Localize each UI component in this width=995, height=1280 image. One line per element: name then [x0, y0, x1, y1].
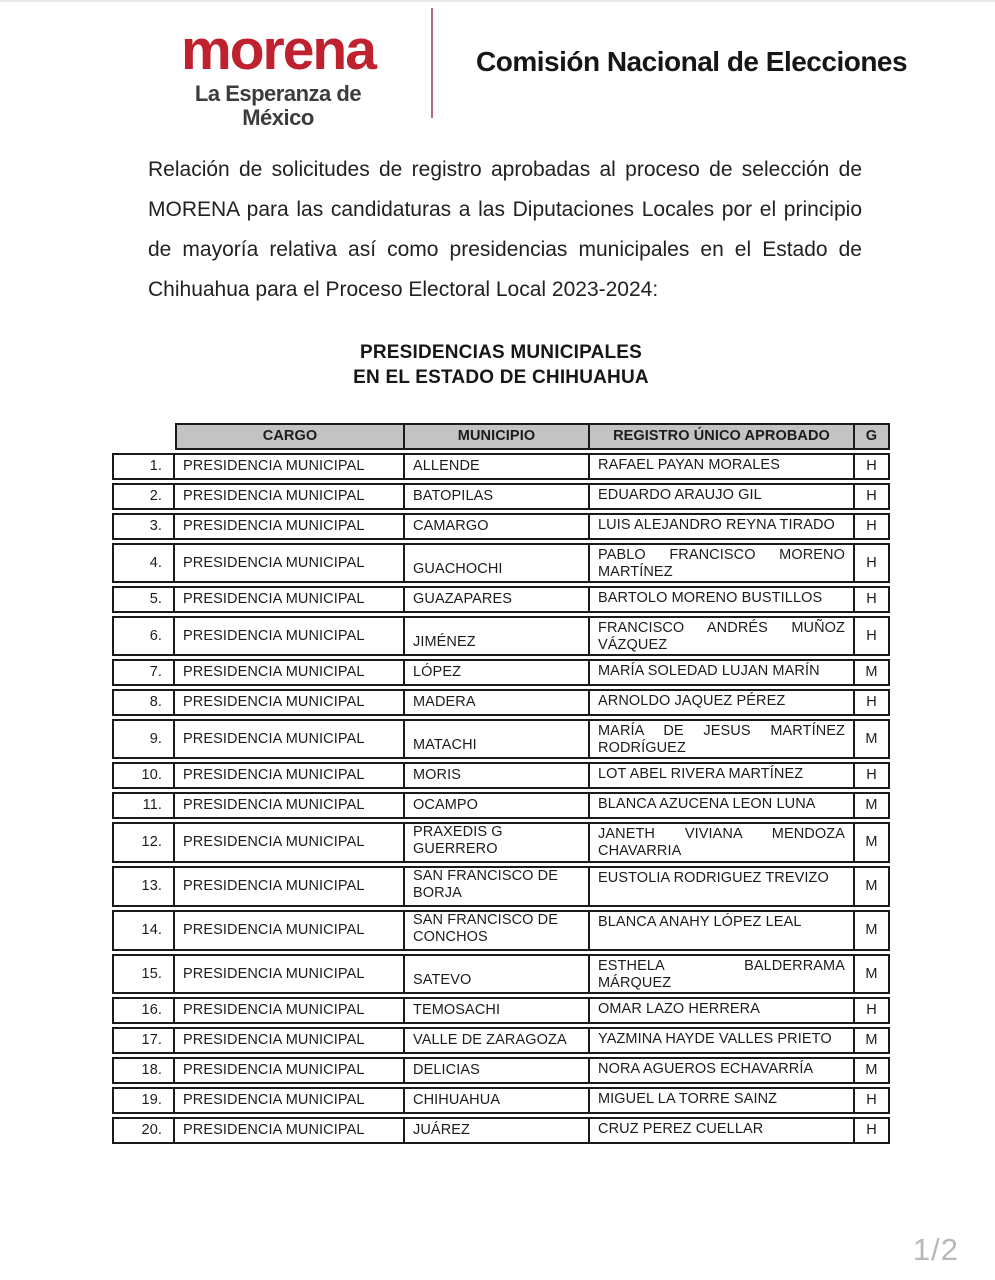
table-row	[112, 954, 890, 994]
table-row	[112, 822, 890, 863]
table-row	[112, 762, 890, 789]
cell-municipio: DELICIAS	[405, 1057, 590, 1084]
cell-municipio: JIMÉNEZ	[405, 616, 590, 656]
cell-gender: M	[855, 822, 890, 863]
row-number: 11.	[112, 792, 175, 819]
cell-gender: H	[855, 762, 890, 789]
cell-registro: NORA AGUEROS ECHAVARRÍA	[590, 1057, 855, 1084]
row-number: 1.	[112, 453, 175, 480]
row-number: 18.	[112, 1057, 175, 1084]
approved-registrations-table-wrap	[112, 420, 890, 1147]
header-cell-municipio: MUNICIPIO	[405, 423, 590, 450]
row-number: 16.	[112, 997, 175, 1024]
cell-municipio: MADERA	[405, 689, 590, 716]
table-row	[112, 483, 890, 510]
cell-gender: H	[855, 453, 890, 480]
cell-municipio: LÓPEZ	[405, 659, 590, 686]
cell-gender: M	[855, 910, 890, 951]
row-number: 19.	[112, 1087, 175, 1114]
row-number: 4.	[112, 543, 175, 583]
cell-municipio: CHIHUAHUA	[405, 1087, 590, 1114]
cell-registro: MARÍA DE JESUS MARTÍNEZ RODRÍGUEZ	[590, 719, 855, 759]
cell-gender: H	[855, 483, 890, 510]
cell-municipio: SAN FRANCISCO DE BORJA	[405, 866, 590, 907]
cell-municipio: SATEVO	[405, 954, 590, 994]
table-row	[112, 543, 890, 583]
cell-municipio: MORIS	[405, 762, 590, 789]
cell-registro: YAZMINA HAYDE VALLES PRIETO	[590, 1027, 855, 1054]
cell-cargo: PRESIDENCIA MUNICIPAL	[175, 659, 405, 686]
table-row	[112, 1087, 890, 1114]
cell-registro: BLANCA AZUCENA LEON LUNA	[590, 792, 855, 819]
morena-logo	[158, 20, 398, 130]
cell-registro: BLANCA ANAHY LÓPEZ LEAL	[590, 910, 855, 951]
cell-registro: PABLO FRANCISCO MORENO MARTÍNEZ	[590, 543, 855, 583]
cell-municipio: BATOPILAS	[405, 483, 590, 510]
table-row	[112, 1117, 890, 1144]
cell-cargo: PRESIDENCIA MUNICIPAL	[175, 719, 405, 759]
cell-municipio: VALLE DE ZARAGOZA	[405, 1027, 590, 1054]
row-number: 6.	[112, 616, 175, 656]
table-row	[112, 453, 890, 480]
section-title-line1: PRESIDENCIAS MUNICIPALES	[359, 342, 643, 363]
table-row	[112, 513, 890, 540]
cell-registro: CRUZ PEREZ CUELLAR	[590, 1117, 855, 1144]
cell-cargo: PRESIDENCIA MUNICIPAL	[175, 822, 405, 863]
cell-gender: H	[855, 543, 890, 583]
cell-registro: RAFAEL PAYAN MORALES	[590, 453, 855, 480]
header-cell-empty	[112, 423, 175, 450]
cell-municipio: OCAMPO	[405, 792, 590, 819]
row-number: 7.	[112, 659, 175, 686]
cell-registro: OMAR LAZO HERRERA	[590, 997, 855, 1024]
cell-cargo: PRESIDENCIA MUNICIPAL	[175, 792, 405, 819]
row-number: 14.	[112, 910, 175, 951]
cell-gender: H	[855, 586, 890, 613]
header-cell-g: G	[855, 423, 890, 450]
row-number: 12.	[112, 822, 175, 863]
cell-registro: EUSTOLIA RODRIGUEZ TREVIZO	[590, 866, 855, 907]
cell-cargo: PRESIDENCIA MUNICIPAL	[175, 543, 405, 583]
cell-cargo: PRESIDENCIA MUNICIPAL	[175, 586, 405, 613]
cell-municipio: JUÁREZ	[405, 1117, 590, 1144]
cell-cargo: PRESIDENCIA MUNICIPAL	[175, 616, 405, 656]
cell-gender: M	[855, 659, 890, 686]
table-row	[112, 586, 890, 613]
cell-cargo: PRESIDENCIA MUNICIPAL	[175, 910, 405, 951]
row-number: 13.	[112, 866, 175, 907]
cell-registro: FRANCISCO ANDRÉS MUÑOZ VÁZQUEZ	[590, 616, 855, 656]
row-number: 20.	[112, 1117, 175, 1144]
page-indicator: 1/2	[912, 1232, 959, 1267]
cell-gender: M	[855, 1027, 890, 1054]
cell-municipio: GUAZAPARES	[405, 586, 590, 613]
cell-registro: LUIS ALEJANDRO REYNA TIRADO	[590, 513, 855, 540]
intro-paragraph: Relación de solicitudes de registro aprobadas al proceso de selección de MORENA para las candidaturas a las Diputaciones Locales por el principio de mayoría relativa así como presidencias municipales en el Estado de Chihuahua para el Proceso Electoral Local 2023-2024:	[148, 158, 862, 301]
row-number: 15.	[112, 954, 175, 994]
row-number: 5.	[112, 586, 175, 613]
cell-cargo: PRESIDENCIA MUNICIPAL	[175, 866, 405, 907]
cell-gender: H	[855, 513, 890, 540]
cell-gender: M	[855, 866, 890, 907]
cell-registro: JANETH VIVIANA MENDOZA CHAVARRIA	[590, 822, 855, 863]
row-number: 17.	[112, 1027, 175, 1054]
row-number: 10.	[112, 762, 175, 789]
table-row	[112, 792, 890, 819]
table-row	[112, 910, 890, 951]
table-row	[112, 1057, 890, 1084]
cell-gender: M	[855, 792, 890, 819]
cell-cargo: PRESIDENCIA MUNICIPAL	[175, 997, 405, 1024]
cell-cargo: PRESIDENCIA MUNICIPAL	[175, 453, 405, 480]
header-cell-cargo: CARGO	[175, 423, 405, 450]
cell-gender: H	[855, 1117, 890, 1144]
cell-municipio: CAMARGO	[405, 513, 590, 540]
morena-wordmark: morena	[181, 18, 375, 82]
cell-gender: H	[855, 997, 890, 1024]
commission-title: Comisión Nacional de Elecciones	[476, 46, 908, 77]
cell-registro: BARTOLO MORENO BUSTILLOS	[590, 586, 855, 613]
letterhead-divider	[431, 8, 433, 118]
cell-registro: ARNOLDO JAQUEZ PÉREZ	[590, 689, 855, 716]
cell-registro: LOT ABEL RIVERA MARTÍNEZ	[590, 762, 855, 789]
cell-municipio: SAN FRANCISCO DE CONCHOS	[405, 910, 590, 951]
cell-cargo: PRESIDENCIA MUNICIPAL	[175, 954, 405, 994]
cell-cargo: PRESIDENCIA MUNICIPAL	[175, 483, 405, 510]
cell-cargo: PRESIDENCIA MUNICIPAL	[175, 1057, 405, 1084]
table-row	[112, 616, 890, 656]
row-number: 8.	[112, 689, 175, 716]
section-title	[112, 340, 890, 390]
cell-municipio: ALLENDE	[405, 453, 590, 480]
row-number: 2.	[112, 483, 175, 510]
cell-municipio: TEMOSACHI	[405, 997, 590, 1024]
morena-tagline: La Esperanza de México	[194, 81, 362, 130]
cell-gender: H	[855, 1087, 890, 1114]
cell-cargo: PRESIDENCIA MUNICIPAL	[175, 1087, 405, 1114]
cell-cargo: PRESIDENCIA MUNICIPAL	[175, 1117, 405, 1144]
cell-gender: M	[855, 719, 890, 759]
table-row	[112, 719, 890, 759]
table-row	[112, 866, 890, 907]
section-title-line2: EN EL ESTADO DE CHIHUAHUA	[353, 367, 649, 388]
letterhead	[0, 2, 995, 142]
cell-gender: M	[855, 954, 890, 994]
table-header-row	[112, 423, 890, 450]
cell-municipio: MATACHI	[405, 719, 590, 759]
header-cell-registro: REGISTRO ÚNICO APROBADO	[590, 423, 855, 450]
cell-gender: M	[855, 1057, 890, 1084]
table-row	[112, 689, 890, 716]
approved-registrations-table	[112, 420, 890, 1147]
cell-registro: MIGUEL LA TORRE SAINZ	[590, 1087, 855, 1114]
cell-cargo: PRESIDENCIA MUNICIPAL	[175, 1027, 405, 1054]
cell-registro: MARÍA SOLEDAD LUJAN MARÍN	[590, 659, 855, 686]
cell-cargo: PRESIDENCIA MUNICIPAL	[175, 513, 405, 540]
row-number: 3.	[112, 513, 175, 540]
cell-registro: EDUARDO ARAUJO GIL	[590, 483, 855, 510]
table-row	[112, 997, 890, 1024]
cell-cargo: PRESIDENCIA MUNICIPAL	[175, 689, 405, 716]
cell-municipio: PRAXEDIS G GUERRERO	[405, 822, 590, 863]
cell-gender: H	[855, 616, 890, 656]
table-row	[112, 659, 890, 686]
table-row	[112, 1027, 890, 1054]
cell-gender: H	[855, 689, 890, 716]
row-number: 9.	[112, 719, 175, 759]
cell-municipio: GUACHOCHI	[405, 543, 590, 583]
cell-cargo: PRESIDENCIA MUNICIPAL	[175, 762, 405, 789]
cell-registro: ESTHELA BALDERRAMA MÁRQUEZ	[590, 954, 855, 994]
